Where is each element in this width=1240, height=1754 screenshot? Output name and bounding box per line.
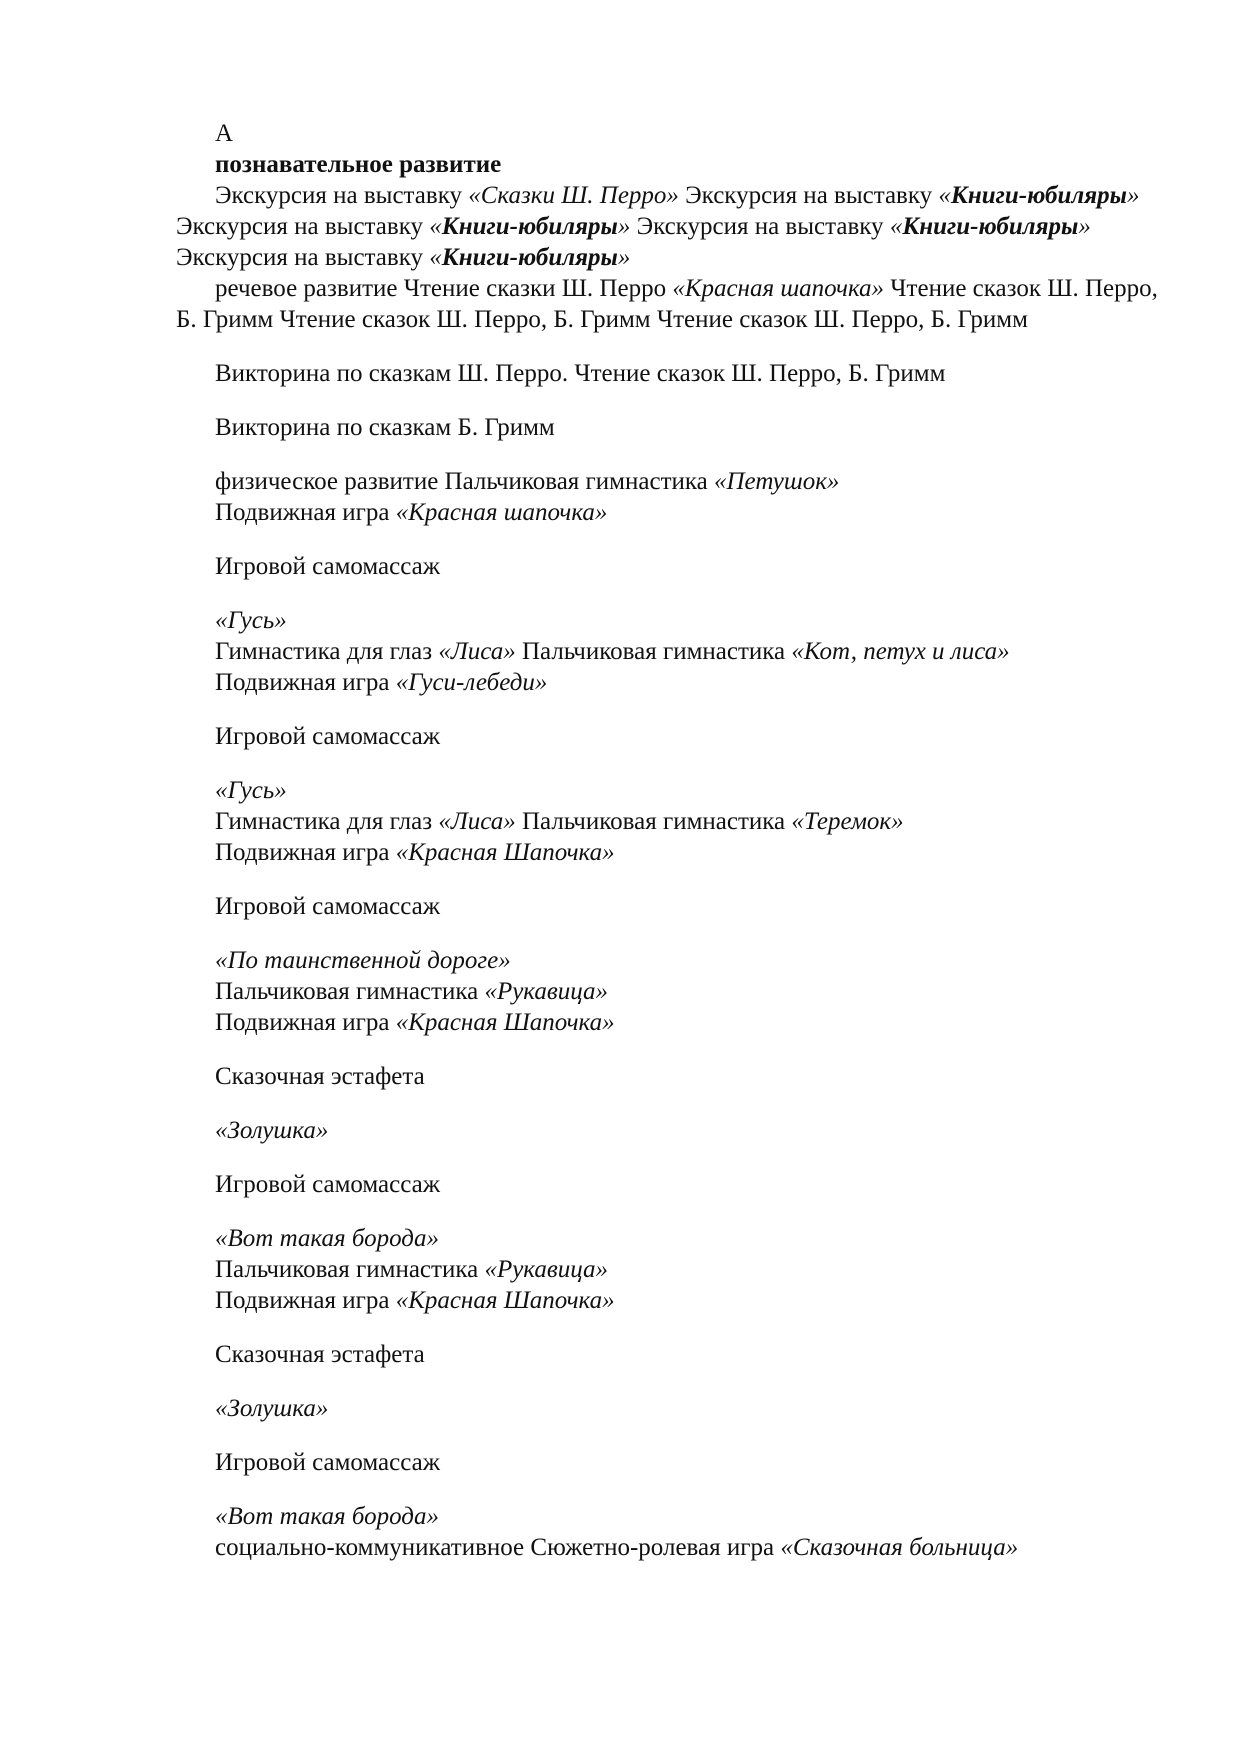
text-segment: « (938, 182, 951, 209)
text-segment: Книги-юбиляры (902, 213, 1079, 240)
paragraph (176, 273, 1166, 335)
text-segment: Сказочная эстафета (215, 1063, 425, 1090)
text-segment: Экскурсия на выставку (176, 244, 430, 271)
paragraph (176, 1115, 1166, 1146)
text-segment: «Вот такая борода» (215, 1225, 439, 1252)
text-segment: «Золушка» (215, 1117, 329, 1144)
text-segment: Викторина по сказкам Ш. Перро. Чтение сказок Ш. Перро, Б. Гримм (215, 360, 946, 387)
text-segment: «Гусь» (215, 777, 287, 804)
paragraph (176, 891, 1166, 922)
paragraph (176, 1501, 1166, 1532)
text-segment: «Теремок» (791, 808, 904, 835)
text-segment: Игровой самомассаж (215, 1449, 441, 1476)
text-segment: » (617, 244, 631, 271)
text-segment: «Лиса» (438, 808, 516, 835)
text-segment: «Красная шапочка» (395, 499, 608, 526)
text-segment: Пальчиковая гимнастика (515, 638, 792, 665)
paragraph (176, 721, 1166, 752)
text-segment: Чтение сказок Ш. Перро, Б. Гримм Чтение сказок Ш. Перро, Б. Гримм Чтение сказок Ш. Перро, Б. Гримм (176, 275, 1158, 333)
text-segment: Игровой самомассаж (215, 1171, 441, 1198)
text-segment: Экскурсия на выставку (176, 213, 430, 240)
paragraph (176, 1254, 1166, 1285)
paragraph (176, 1393, 1166, 1424)
text-segment: « (889, 213, 903, 240)
paragraph (176, 1223, 1166, 1254)
text-segment: Книги-юбиляры (950, 182, 1127, 209)
paragraph (176, 149, 1166, 180)
text-segment: » (617, 213, 631, 240)
paragraph (176, 118, 1166, 149)
paragraph (176, 636, 1166, 667)
paragraph (176, 837, 1166, 868)
text-segment: Подвижная игра (215, 669, 396, 696)
paragraph (176, 775, 1166, 806)
text-segment: « (429, 244, 442, 271)
text-segment: Игровой самомассаж (215, 723, 441, 750)
text-segment: « (429, 213, 442, 240)
paragraph (176, 976, 1166, 1007)
paragraph (176, 497, 1166, 528)
paragraph (176, 806, 1166, 837)
text-segment: Пальчиковая гимнастика (215, 978, 485, 1005)
text-segment: Гимнастика для глаз (215, 638, 439, 665)
text-segment: А (215, 120, 234, 147)
paragraph (176, 945, 1166, 976)
text-segment: Экскурсия на выставку (215, 182, 469, 209)
text-segment: Игровой самомассаж (215, 553, 441, 580)
text-segment: «Сказки Ш. Перро» (468, 182, 679, 209)
text-segment: «Рукавица» (484, 1256, 609, 1283)
paragraph (176, 1532, 1166, 1563)
text-segment: Книги-юбиляры (441, 213, 618, 240)
text-segment: «Гуси-лебеди» (395, 669, 548, 696)
text-segment: «Лиса» (438, 638, 516, 665)
text-segment: «Красная шапочка» (672, 275, 885, 302)
text-segment: «По таинственной дороге» (215, 947, 511, 974)
text-segment: Игровой самомассаж (215, 893, 441, 920)
text-segment: физическое развитие Пальчиковая гимнастика (215, 468, 714, 495)
text-segment: «Красная Шапочка» (395, 1287, 615, 1314)
paragraph (176, 1447, 1166, 1478)
text-segment: «Петушок» (714, 468, 840, 495)
text-segment: «Гусь» (215, 607, 287, 634)
text-segment: Книги-юбиляры (441, 244, 618, 271)
text-segment: «Красная Шапочка» (395, 1009, 615, 1036)
paragraph (176, 358, 1166, 389)
paragraph (176, 1339, 1166, 1370)
text-segment: социально-коммуникативное Сюжетно-ролевая игра (215, 1534, 781, 1561)
text-segment: » (1078, 213, 1091, 240)
text-segment: Экскурсия на выставку (630, 213, 890, 240)
text-segment: Гимнастика для глаз (215, 808, 439, 835)
document-page (176, 118, 1166, 1563)
text-segment: «Красная Шапочка» (395, 839, 615, 866)
text-segment: Подвижная игра (215, 499, 396, 526)
text-segment: Подвижная игра (215, 839, 396, 866)
text-segment: Экскурсия на выставку (678, 182, 939, 209)
text-segment: «Кот, петух и лиса» (791, 638, 1010, 665)
paragraph (176, 1061, 1166, 1092)
paragraph (176, 551, 1166, 582)
text-segment: Сказочная эстафета (215, 1341, 425, 1368)
paragraph (176, 180, 1166, 273)
paragraph (176, 466, 1166, 497)
paragraph (176, 1285, 1166, 1316)
text-segment: «Рукавица» (484, 978, 609, 1005)
text-segment: «Сказочная больница» (780, 1534, 1019, 1561)
text-segment: «Вот такая борода» (215, 1503, 439, 1530)
paragraph (176, 412, 1166, 443)
text-segment: Подвижная игра (215, 1287, 396, 1314)
text-segment: Пальчиковая гимнастика (515, 808, 792, 835)
paragraph (176, 605, 1166, 636)
text-segment: Пальчиковая гимнастика (215, 1256, 485, 1283)
text-segment: речевое развитие Чтение сказки Ш. Перро (215, 275, 673, 302)
text-segment: Подвижная игра (215, 1009, 396, 1036)
text-segment: познавательное развитие (215, 151, 502, 178)
paragraph (176, 1169, 1166, 1200)
text-segment: » (1126, 182, 1140, 209)
paragraph (176, 1007, 1166, 1038)
paragraph (176, 667, 1166, 698)
text-segment: «Золушка» (215, 1395, 329, 1422)
text-segment: Викторина по сказкам Б. Гримм (215, 414, 555, 441)
